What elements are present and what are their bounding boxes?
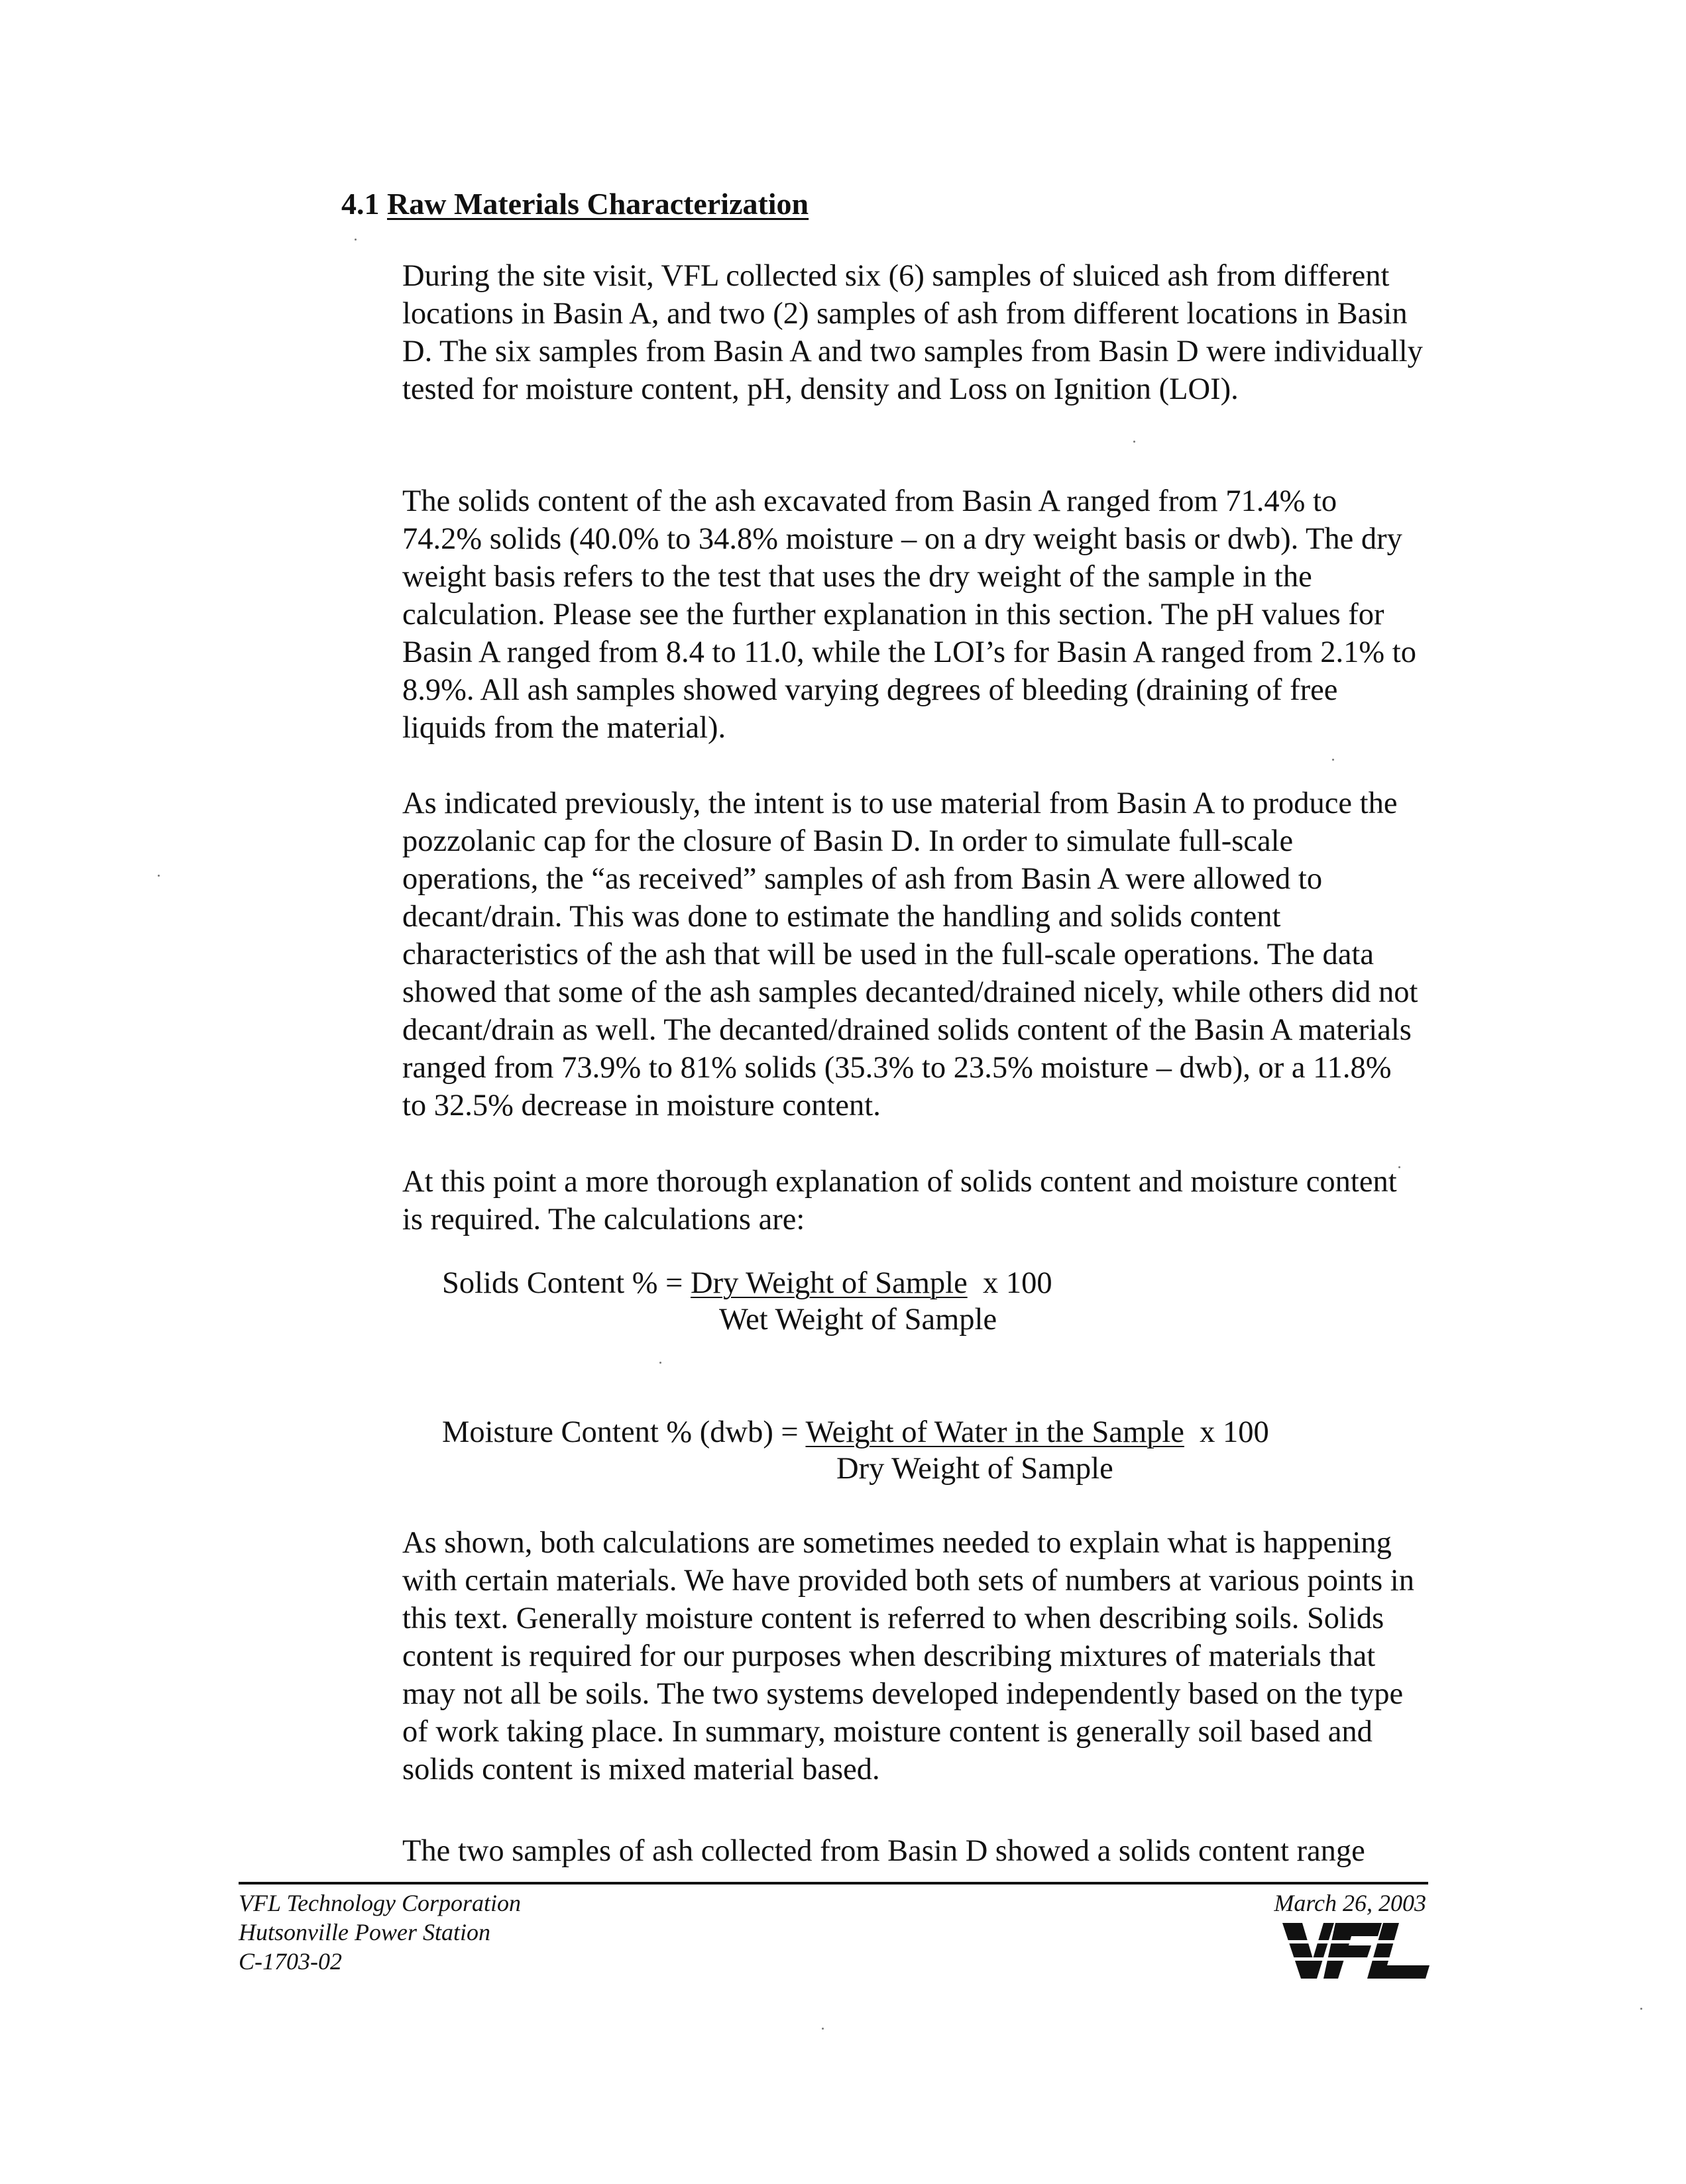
- footer-site: Hutsonville Power Station: [239, 1919, 490, 1945]
- solids-content-formula: [442, 1264, 1052, 1302]
- footer-company: VFL Technology Corporation: [239, 1890, 522, 1916]
- paragraph-basin-d: The two samples of ash collected from Basin D showed a solids content range: [402, 1834, 1365, 1868]
- paragraph-site-visit: During the site visit, VFL collected six (6) samples of sluiced ash from different locations in Basin A, and two (2) samples of ash from different locations in Basin D. The six samples from Basin A and two samples from Basin D were individually tested for moisture content, pH, density and Loss on Ignition (LOI).: [402, 259, 1423, 406]
- moisture-content-formula: [442, 1413, 1269, 1451]
- footer-doc-number: C-1703-02: [239, 1948, 342, 1975]
- scan-speck: [1398, 1166, 1400, 1168]
- footer-date: March 26, 2003: [1274, 1890, 1426, 1916]
- scan-speck: [1332, 759, 1334, 761]
- scan-speck: [158, 875, 160, 877]
- paragraph-basin-a-solids: The solids content of the ash excavated from Basin A ranged from 71.4% to 74.2% solids (40.0% to 34.8% moisture – on a dry weight basis or dwb). The dry weight basis refers to the test that uses the dry weight of the sample in the calculation. Please see the further explanation in this section. The pH values for Basin A ranged from 8.4 to 11.0, while the LOI’s for Basin A ranged from 2.1% to 8.9%. All ash samples showed varying degrees of bleeding (draining of free liquids from the material).: [402, 484, 1416, 745]
- paragraph-summary: As shown, both calculations are sometimes needed to explain what is happening with certain materials. We have provided both sets of numbers at various points in this text. Generally moisture content is referred to when describing soils. Solids content is required for our purposes when describing mixtures of materials that may not all be soils. The two systems developed independently based on the type of work taking place. In summary, moisture content is generally soil based and solids content is mixed material based.: [402, 1526, 1414, 1786]
- solids-formula-lhs: Solids Content % =: [442, 1266, 691, 1300]
- moisture-formula-denominator: Dry Weight of Sample: [836, 1452, 1113, 1486]
- paragraph-decant-drain: As indicated previously, the intent is to use material from Basin A to produce the pozzolanic cap for the closure of Basin D. In order to simulate full-scale operations, the “as received” samples of ash from Basin A were allowed to decant/drain. This was done to estimate the handling and solids content characteristics of the ash that will be used in the full-scale operations. The data showed that some of the ash samples decanted/drained nicely, while others did not decant/drain as well. The decanted/drained solids content of the Basin A materials ranged from 73.9% to 81% solids (35.3% to 23.5% moisture – dwb), or a 11.8% to 32.5% decrease in moisture content.: [402, 787, 1418, 1122]
- scan-speck: [1133, 441, 1135, 443]
- section-title: Raw Materials Characterization: [387, 187, 809, 221]
- footer-left-block: [239, 1888, 521, 1976]
- scan-speck: [659, 1362, 661, 1364]
- moisture-formula-multiplier: x 100: [1200, 1415, 1269, 1449]
- solids-formula-numerator: Dry Weight of Sample: [691, 1266, 968, 1300]
- scan-speck: [355, 239, 357, 241]
- section-number: 4.1: [341, 187, 380, 221]
- paragraph-calculations-intro: At this point a more thorough explanation of solids content and moisture content is required. The calculations are:: [402, 1165, 1397, 1236]
- moisture-formula-numerator: Weight of Water in the Sample: [805, 1415, 1184, 1449]
- scan-speck: [822, 2028, 824, 2030]
- solids-formula-denominator: Wet Weight of Sample: [719, 1303, 997, 1337]
- solids-formula-multiplier: x 100: [982, 1266, 1052, 1300]
- moisture-formula-lhs: Moisture Content % (dwb) =: [442, 1415, 806, 1449]
- scan-speck: [1640, 2008, 1642, 2010]
- section-heading: [341, 184, 809, 224]
- footer-divider: [239, 1882, 1428, 1884]
- vfl-logo: [1282, 1920, 1430, 1981]
